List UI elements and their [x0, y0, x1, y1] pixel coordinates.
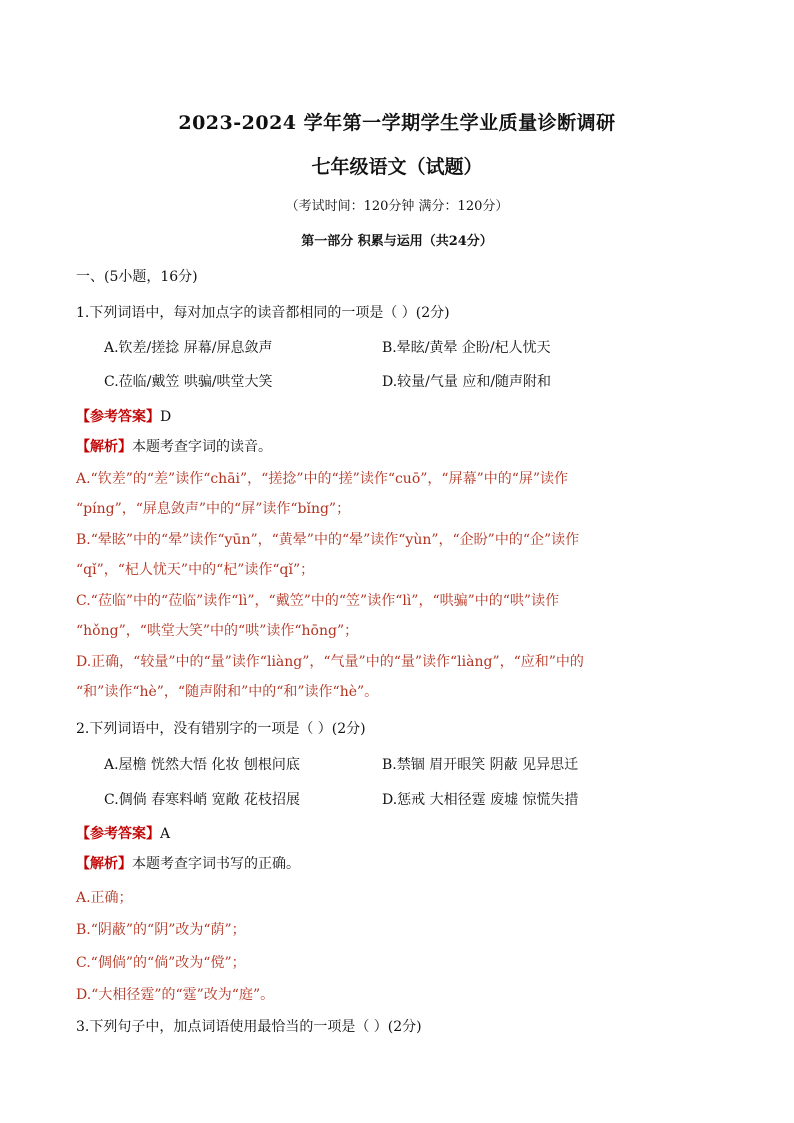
question-2-explanation-c: C.“倜倘”的“倘”改为“傥”； [76, 955, 246, 971]
question-1-analysis [76, 440, 272, 454]
question-2-answer [76, 827, 170, 841]
answer-value: D [160, 409, 172, 425]
question-1-explanation-d-line1: D.正确，“较量”中的“量”读作“liàng”，“气量”中的“量”读作“liàng”，“应和”中的 [76, 654, 584, 670]
question-2-explanation-b: B.“阴蔽”的“阴”改为“荫”； [76, 922, 246, 938]
question-1-option-c: C.莅临/戴笠 哄骗/哄堂大笑 [104, 374, 273, 390]
question-1-explanation-c-line1: C.“莅临”中的“莅临”读作“lì”，“戴笠”中的“笠”读作“lì”，“哄骗”中的“哄”读作 [76, 593, 560, 609]
question-1-stem: 1.下列词语中，每对加点字的读音都相同的一项是（ ）(2分) [76, 305, 450, 321]
analysis-text: 本题考查字词的读音。 [132, 439, 272, 455]
question-1-explanation-d-line2: “和”读作“hè”，“随声附和”中的“和”读作“hè”。 [76, 684, 379, 700]
section-heading: 一、(5小题，16分) [76, 269, 198, 285]
question-2-explanation-a: A.正确； [76, 890, 133, 906]
question-3-stem: 3.下列句子中，加点词语使用最恰当的一项是（ ）(2分) [76, 1019, 422, 1035]
question-2-explanation-d: D.“大相径霆”的“霆”改为“庭”。 [76, 987, 275, 1003]
question-1-explanation-a-line1: A.“钦差”的“差”读作“chāi”，“搓捻”中的“搓”读作“cuō”，“屏幕”中的“屏”读作 [76, 471, 569, 487]
question-1-option-b: B.晕眩/黄晕 企盼/杞人忧天 [382, 340, 551, 356]
analysis-text: 本题考查字词书写的正确。 [132, 856, 300, 872]
question-2-option-a: A.屋檐 恍然大悟 化妆 刨根问底 [104, 757, 300, 773]
exam-info: （考试时间：120分钟 满分：120分） [285, 199, 509, 214]
exam-subtitle: 七年级语文（试题） [311, 156, 483, 178]
question-2-option-d: D.惩戒 大相径霆 废墟 惊慌失措 [382, 792, 579, 808]
question-2-analysis [76, 857, 300, 871]
analysis-label: 【解析】 [76, 856, 132, 872]
answer-label: 【参考答案】 [76, 826, 160, 842]
answer-value: A [160, 826, 171, 842]
question-1-option-d: D.较量/气量 应和/随声附和 [382, 374, 552, 390]
question-1-explanation-b-line1: B.“晕眩”中的“晕”读作“yūn”，“黄晕”中的“晕”读作“yùn”，“企盼”中的“企”读作 [76, 532, 580, 548]
exam-title: 2023-2024 学年第一学期学生学业质量诊断调研 [178, 112, 616, 134]
question-1-explanation-b-line2: “qǐ”，“杞人忧天”中的“杞”读作“qǐ”； [76, 562, 315, 578]
question-2-stem: 2.下列词语中，没有错别字的一项是（ ）(2分) [76, 721, 366, 737]
question-1-answer [76, 410, 171, 424]
question-1-option-a: A.钦差/搓捻 屏幕/屏息敛声 [104, 340, 273, 356]
question-2-option-b: B.禁锢 眉开眼笑 阴蔽 见异思迁 [382, 757, 579, 773]
question-1-explanation-c-line2: “hǒng”，“哄堂大笑”中的“哄”读作“hōng”； [76, 623, 359, 639]
question-1-explanation-a-line2: “píng”，“屏息敛声”中的“屏”读作“bǐng”； [76, 501, 351, 517]
analysis-label: 【解析】 [76, 439, 132, 455]
part-title: 第一部分 积累与运用（共24分） [301, 234, 493, 249]
answer-label: 【参考答案】 [76, 409, 160, 425]
question-2-option-c: C.倜倘 春寒料峭 宽敞 花枝招展 [104, 792, 301, 808]
